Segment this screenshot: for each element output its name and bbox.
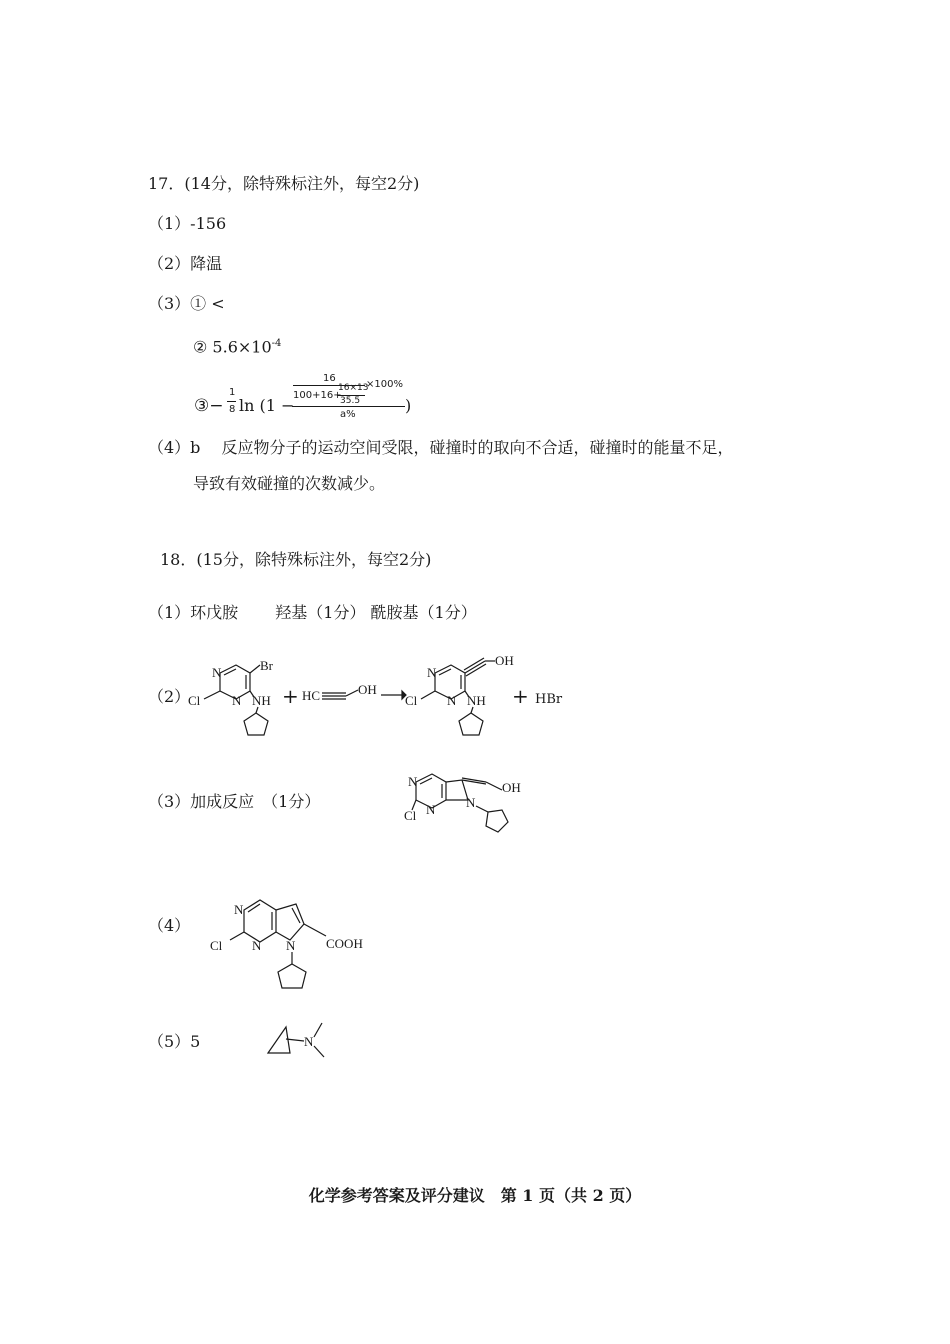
reactant-propargyl-alcohol xyxy=(300,680,390,710)
plus-sign: + xyxy=(512,684,529,708)
n-label: N xyxy=(466,795,476,810)
q17-answer-2: （2）降温 xyxy=(148,254,223,273)
cl-label: Cl xyxy=(188,693,201,708)
n-label: N xyxy=(232,693,242,708)
q17-answer-3-1: （3）① < xyxy=(148,294,225,313)
n-label: N xyxy=(447,693,457,708)
nh-label: NH xyxy=(467,693,486,708)
page-footer: 化学参考答案及评分建议 第 1 页（共 2 页） xyxy=(308,1186,642,1205)
cl-label: Cl xyxy=(405,693,418,708)
q17-header: 17．(14分，除特殊标注外，每空2分) xyxy=(148,174,420,193)
cooh-label: COOH xyxy=(326,936,363,951)
hc-label: HC xyxy=(302,688,321,703)
hbr-label: HBr xyxy=(535,692,563,707)
reactant-bromopyrimidine xyxy=(180,655,290,745)
n-label: N xyxy=(304,1034,314,1049)
nh-label: NH xyxy=(252,693,271,708)
oh-label: OH xyxy=(502,780,521,795)
plus-sign: + xyxy=(282,684,299,708)
q18-answer-4-label: （4） xyxy=(148,916,191,935)
q18-answer-3-label: （3）加成反应 （1分） xyxy=(148,792,321,811)
n-label: N xyxy=(234,902,244,917)
q17-answer-3-2: ② $5.6\times 10^{-4}$ xyxy=(193,337,282,357)
n-label: N xyxy=(408,774,418,789)
q17-answer-4-line1: （4）b 反应物分子的运动空间受限，碰撞时的取向不合适，碰撞时的能量不足， xyxy=(148,438,734,457)
br-label: Br xyxy=(260,658,273,673)
q17-answer-4-line2: 导致有效碰撞的次数减少。 xyxy=(193,474,386,493)
n-label: N xyxy=(286,938,296,953)
q18-header: 18．(15分，除特殊标注外，每空2分) xyxy=(160,550,432,569)
q18-answer-5-label: （5）5 xyxy=(148,1032,201,1051)
structure-bicyclic-intermediate xyxy=(398,760,538,835)
product-alkynyl-pyrimidine xyxy=(395,655,525,745)
cl-label: Cl xyxy=(210,938,223,953)
q18-answer-2-label: （2） xyxy=(148,687,191,706)
oh-label: OH xyxy=(495,653,514,668)
n-label: N xyxy=(426,802,436,817)
q18-answer-1: （1）环戊胺 羟基（1分） 酰胺基（1分） xyxy=(148,603,477,622)
n-label: N xyxy=(212,665,222,680)
structure-cyclopropyl-dimethylamine xyxy=(262,1015,342,1065)
n-label: N xyxy=(252,938,262,953)
cl-label: Cl xyxy=(404,808,417,823)
structure-carboxylic-acid xyxy=(200,888,380,1003)
q17-answer-1: （1）-156 xyxy=(148,214,227,233)
oh-label: OH xyxy=(358,682,377,697)
n-label: N xyxy=(427,665,437,680)
